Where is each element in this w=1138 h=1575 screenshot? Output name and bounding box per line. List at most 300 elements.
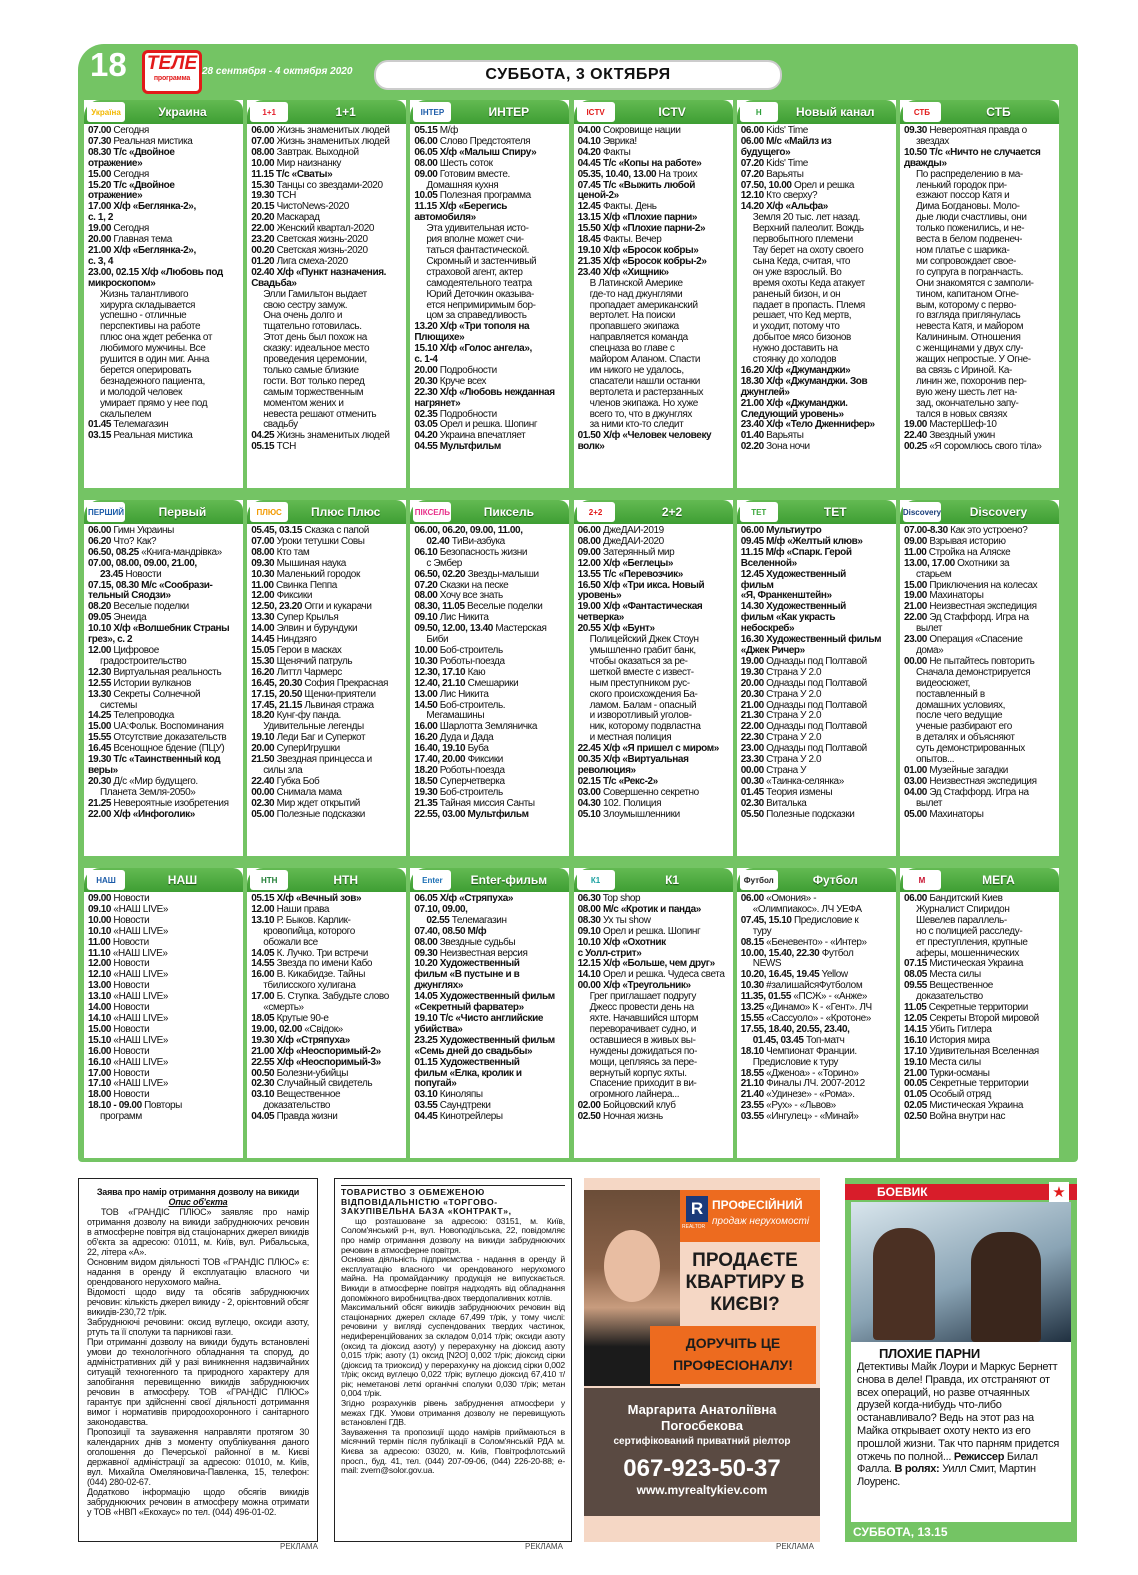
program-item: 12.30, 17.10 Каю	[414, 666, 486, 678]
program-item: Спасение приходит в ви-	[589, 1078, 697, 1090]
channel-column	[84, 100, 243, 488]
program-item: 21.00 Х/ф «Беглянка-2»,	[88, 244, 196, 256]
program-item: ник, которому подвластна	[589, 721, 701, 733]
program-item: 19.00 Махинаторы	[903, 590, 984, 602]
program-item: цом за справедливость	[426, 310, 527, 322]
program-item: направляется команда	[589, 332, 688, 344]
program-item: 11.15 Х/ф «Берегись	[414, 201, 508, 213]
channel-column	[737, 100, 896, 488]
program-list	[84, 892, 243, 1158]
program-item: революция»	[577, 764, 636, 776]
program-item: 07.20 Сказки на песке	[414, 579, 509, 591]
program-item: 12.45 Факты. День	[577, 201, 657, 213]
program-item: 01.05 Особый отряд	[903, 1089, 991, 1101]
program-item: 19.30 Страна У 2.0	[740, 666, 822, 678]
program-list	[900, 124, 1059, 488]
program-item: 06.00 Жизнь знаменитых людей	[251, 125, 390, 136]
program-item: 07.45, 15.10 Предисловие к	[740, 914, 859, 926]
program-item: раненый бизон, и он	[752, 288, 841, 300]
program-item: 08.20 Веселые поделки	[88, 601, 189, 613]
schedule-row	[84, 500, 1074, 856]
program-item: он уже взрослый. Во	[752, 266, 842, 278]
program-item: 13.00, 17.00 Охотники за	[903, 557, 1010, 569]
program-item: Скромный и застенчивый	[426, 255, 537, 267]
program-item: 11.00 Свинка Пеппа	[251, 579, 337, 591]
program-item: ленький городок при-	[915, 179, 1007, 191]
program-item: свадьбу	[263, 419, 298, 431]
program-item: Юрий Деточкин оказыва-	[426, 288, 534, 300]
program-item: обожали все	[263, 936, 318, 948]
program-item: го супруга в погранчасть.	[915, 266, 1024, 278]
program-item: огромного лайнера...	[589, 1089, 680, 1101]
channel-logo: ПЕРШИЙ	[87, 502, 125, 522]
program-item: и уходит, потому что	[752, 321, 840, 333]
issue-dates: 28 сентября - 4 октября 2020	[202, 66, 353, 77]
program-item: вылет	[915, 623, 943, 635]
schedule-row	[84, 868, 1074, 1158]
program-item: Дима Богдановы. Моло-	[915, 201, 1020, 213]
program-item: 00.00 Не пытайтесь повторить	[903, 655, 1035, 667]
channel-header	[410, 100, 569, 124]
program-item: Эта удивительная исто-	[426, 223, 529, 235]
program-item: 09.55 Вещественное	[903, 980, 993, 992]
program-item: будущего»	[740, 146, 791, 158]
program-item: Калининым. Отношения	[915, 332, 1021, 344]
ad2-body: що розташоване за адресою: 03151, м. Київ, Солом'янський р-н, вул. Новоподільська, 22, повідомляє про намір отримання дозволу на викиди забруднюючих речовин в атмосферне повітря. Основна діяльність підприємства - надання в оренду й експлуатацію власного чи орендованого нерухомого майна. На промайданчику продукція не випускається. Викиди в атмосферне повітря надходять від обладнання допоміжного виробництва-двох твердопаливних котлів. Максимальний обсяг викидів забруднюючих речовин від стаціонарних джерел складе 67,499 т/рік, у тому числі: речовини у вигляді суспендованих твердих частинок, недиференційованих за складом 0,014 т/рік; оксиди азоту (оксид та діоксид азоту) у перерахунку на діоксид азоту 0,015 т/рік; азоту (1) оксид [N2O] 0,002 т/рік; діоксид сірки (діоксид та триоксид) у перерахунку на діоксид сірки 0,002 т/рік; оксид вуглецю 0,022 т/рік; вуглецю діоксид 67,410 т/рік; неметанові леткі органічні сполуки 0,030 т/рік; метан 0,004 т/рік. Згідно розрахунків рівень забруднення атмосфери у межах ГДК. Умови отримання дозволу не перевищують встановлені ГДВ. Зауваження та пропозиції щодо намірів приймаються в місячний термін після публікації в Солом'янській РДА м. Києва за адресою: 03020, м. Київ, Повітрофлотський просп., буд. 41, тел. (044) 207-09-06, (044) 226-20-88; e-mail: zvern@solor.gov.ua.	[341, 1215, 565, 1476]
magazine-logo: ТЕЛЕ программа	[142, 50, 202, 94]
program-item: 14.00 Новости	[88, 1002, 150, 1014]
program-item: 16.10 История мира	[903, 1034, 990, 1046]
ad-label: РЕКЛАМА	[525, 1542, 563, 1551]
program-item: 19.00 Х/ф «Фантастическая	[577, 601, 703, 613]
program-item: 10.10 Х/ф «Охотник	[577, 936, 666, 948]
page-header	[78, 44, 1078, 100]
channel-name: К1	[665, 873, 680, 887]
program-item: 00.00 Х/ф «Треугольник»	[577, 980, 691, 992]
program-item: 02.40 ТиВи-азбука	[426, 535, 505, 547]
program-item: 07.00 Жизнь знаменитых людей	[251, 135, 390, 147]
program-item: отражение»	[88, 190, 143, 202]
program-item: 20.30 Д/с «Мир будущего.	[88, 775, 198, 787]
program-item: рия вполне может счи-	[426, 234, 524, 246]
program-item: только самые близкие	[263, 364, 359, 376]
program-item: 14.05 Художественный фильм	[414, 991, 555, 1003]
program-item: 22.00 Х/ф «Инфоголик»	[88, 808, 195, 820]
program-item: суть демонстрированных	[915, 743, 1025, 755]
program-item: 15.10 «НАШ LIVE»	[88, 1034, 169, 1046]
program-item: с. 3, 4	[88, 255, 113, 267]
program-item: 06.05 Х/ф «Стряпуха»	[414, 893, 514, 904]
program-item: 06.00 М/с «Майлз из	[740, 135, 832, 147]
program-list	[900, 524, 1059, 856]
program-item: системы	[100, 699, 137, 711]
channel-logo: НАШ	[87, 870, 125, 890]
program-item: 15.00 Новости	[88, 1023, 150, 1035]
program-item: 12.05 Секреты Второй мировой	[903, 1012, 1039, 1024]
program-item: Следующий уровень»	[740, 408, 844, 420]
program-item: 17.40, 20.00 Фиксики	[414, 754, 503, 766]
program-item: «смерть»	[263, 1002, 304, 1014]
program-item: с. 1, 2	[88, 212, 113, 224]
program-item: 02.50 Ночная жизнь	[577, 1111, 663, 1123]
program-item: 03.10 Вещественное	[251, 1089, 341, 1101]
channel-column	[900, 100, 1059, 488]
program-item: Удивительные легенды	[263, 721, 364, 733]
program-item: 02.55 Телемагазин	[426, 914, 507, 926]
program-item: 09.05 Энеида	[88, 612, 147, 624]
film-cast: Уилл Смит, Мартин Лоуренс.	[857, 1463, 1036, 1489]
program-item: 12.40, 21.10 Смешарики	[414, 677, 519, 689]
channel-logo: СТБ	[903, 102, 941, 122]
program-item: 13.25 «Динамо» К - «Гент». ЛЧ	[740, 1002, 872, 1014]
program-item: 13.30 Супер Крылья	[251, 612, 339, 624]
program-item: за ними кто-то следит	[589, 419, 684, 431]
program-item: пропавшего экипажа	[589, 321, 679, 333]
program-item: 03.55 Саундтреки	[414, 1100, 491, 1112]
program-item: убийства»	[414, 1023, 463, 1035]
program-item: нужно доставить на	[752, 343, 838, 355]
program-item: 01.20 Лига смеха-2020	[251, 255, 348, 267]
program-item: 05.10 Злоумышленники	[577, 808, 680, 820]
program-item: стоянку до холодов	[752, 354, 837, 366]
channel-logo: 2+2	[577, 502, 615, 522]
program-item: 08.00 Звездные судьбы	[414, 936, 516, 948]
program-item: с женщинами у двух слу-	[915, 343, 1024, 355]
program-item: уровень»	[577, 590, 622, 602]
program-item: 13.10 «НАШ LIVE»	[88, 991, 169, 1003]
program-item: 05.00 Полезные подсказки	[251, 808, 365, 820]
program-item: любимого мужчины. Все	[100, 343, 206, 355]
program-item: видеосюжет,	[915, 677, 970, 689]
program-item: успешно - отличные	[100, 310, 187, 322]
program-item: 17.00 Б. Ступка. Забудьте слово	[251, 991, 389, 1003]
program-item: ет преступления, крупные	[915, 936, 1028, 948]
program-item: 13.15 Х/ф «Плохие парни»	[577, 212, 698, 224]
program-item: 12.00 Цифровое	[88, 644, 159, 656]
program-item: гости. Вот только перед	[263, 375, 365, 387]
channel-header	[410, 500, 569, 524]
day-title: СУББОТА, 3 ОКТЯБРЯ	[374, 60, 782, 90]
program-item: вертолет. На поиски	[589, 310, 676, 322]
program-item: грез», с. 2	[88, 634, 133, 646]
program-item: 11.15 М/ф «Спарк. Герой	[740, 546, 852, 558]
program-item: 01.45 Телемагазин	[88, 419, 169, 431]
program-item: 07.50, 10.00 Орел и решка	[740, 179, 854, 191]
program-item: 10.20 Художественный	[414, 958, 520, 970]
program-item: «Джек Ричер»	[740, 644, 805, 656]
program-item: 09.10 Лис Никита	[414, 612, 489, 624]
channel-column	[84, 868, 243, 1158]
channel-name: Enter-фильм	[470, 873, 548, 887]
program-item: 23.30 Страна У 2.0	[740, 754, 822, 766]
program-item: домашних условиях,	[915, 699, 1005, 711]
program-item: 21.00 Х/ф «Неоспоримый-2»	[251, 1045, 381, 1057]
channel-logo: Україна	[87, 102, 125, 122]
program-item: Этот день был похож на	[263, 332, 367, 344]
program-item: невеста Катя, и майором	[915, 321, 1024, 333]
program-item: 08.00 Завтрак. Выходной	[251, 146, 359, 158]
program-item: 03.05 Орел и решка. Шопинг	[414, 419, 538, 431]
program-item: программ	[100, 1111, 142, 1123]
program-item: оставшиеся в живых вы-	[589, 1034, 696, 1046]
program-item: самым торжественным	[263, 386, 364, 398]
program-item: проведения церемонии,	[263, 354, 367, 366]
channel-column	[84, 500, 243, 856]
program-item: 00.25 «Я соромлюсь свого тіла»	[903, 441, 1042, 453]
channel-logo: Enter	[413, 870, 451, 890]
program-item: умирает прямо у нее под	[100, 397, 208, 409]
program-item: отражение»	[88, 157, 143, 169]
program-item: 23.20 Светская жизнь-2020	[251, 234, 368, 246]
program-item: 18.00 Новости	[88, 1089, 150, 1101]
program-item: 14.10 Орел и решка. Чудеса света	[577, 969, 725, 981]
program-item: 14.05 К. Лучко. Три встречи	[251, 947, 368, 959]
program-item: 16.20 Литтл Чармерс	[251, 666, 342, 678]
channel-name: Новый канал	[795, 105, 875, 119]
program-item: время охоты Кеда атакует	[752, 277, 865, 289]
program-item: ми сопровождает свое-	[915, 255, 1016, 267]
program-item: 12.00 Новости	[88, 958, 150, 970]
program-item: Мегамашины	[426, 710, 485, 722]
program-item: 11.15 Т/с «Сваты»	[251, 168, 333, 180]
program-item: Домашняя кухня	[426, 179, 499, 191]
program-item: 04.20 Факты	[577, 146, 631, 158]
program-item: 22.00 Одназды под Полтавой	[740, 721, 867, 733]
program-item: 06.00 Мультиутро	[740, 525, 822, 536]
program-item: 07.20 Варьяты	[740, 168, 804, 180]
program-item: 05.15 ТСН	[251, 441, 296, 453]
channel-name: Первый	[158, 505, 207, 519]
channel-name: НТН	[333, 873, 359, 887]
program-item: с Уолл-стрит»	[577, 947, 642, 959]
program-item: 17.10 Удивительная Вселенная	[903, 1045, 1039, 1057]
program-item: 15.55 «Сассуоло» - «Кротоне»	[740, 1012, 871, 1024]
ad-label: РЕКЛАМА	[776, 1542, 814, 1551]
program-item: решает, что Кед мертв,	[752, 310, 852, 322]
program-item: переворачивает судно, и	[589, 1023, 697, 1035]
program-item: кровопийца, которого	[263, 925, 355, 937]
program-item: волк»	[577, 441, 605, 453]
program-item: 20.30 Страна У 2.0	[740, 688, 822, 700]
program-item: 05.35, 10.40, 13.00 На троих	[577, 168, 698, 180]
channel-column	[737, 868, 896, 1158]
channel-header	[84, 100, 243, 124]
program-item: 10.00 Боб-строитель	[414, 644, 503, 656]
program-item: 14.20 Х/ф «Альфа»	[740, 201, 828, 213]
program-item: 02.35 Подробности	[414, 408, 497, 420]
program-item: веста в белом подвенеч-	[915, 234, 1023, 246]
channel-column	[247, 868, 406, 1158]
program-item: 20.00 Одназды под Полтавой	[740, 677, 867, 689]
program-item: Она очень долго и	[263, 310, 343, 322]
program-item: вылет	[915, 797, 943, 809]
ad-emission-grandis	[78, 1178, 318, 1542]
program-item: вым, которому с перво-	[915, 299, 1017, 311]
program-item: 10.30 #залишайсяФутболом	[740, 980, 863, 992]
ad-label: РЕКЛАМА	[280, 1542, 318, 1551]
program-item: 07.15, 08.30 М/с «Сообрази-	[88, 579, 213, 591]
program-item: 04.20 Украина впечатляет	[414, 430, 526, 442]
program-item: 14.15 Убить Гитлера	[903, 1023, 992, 1035]
program-item: 07.20 Kids' Time	[740, 157, 808, 169]
program-item: добытое мясо бизонов	[752, 332, 851, 344]
program-item: 17.45, 21.15 Львиная стража	[251, 699, 374, 711]
program-item: скальпелем	[100, 408, 152, 420]
program-item: фильм	[740, 579, 774, 591]
program-item: 22.40 Звездный ужин	[903, 430, 995, 442]
program-item: 16.20 Дуда и Дада	[414, 732, 494, 744]
program-item: яхте. Начавшийся шторм	[589, 1012, 699, 1024]
program-item: микроскопом»	[88, 277, 156, 289]
channel-header	[410, 868, 569, 892]
program-item: 20.00 Главная тема	[88, 234, 172, 246]
program-item: 21.00 Одназды под Полтавой	[740, 699, 867, 711]
program-item: тельный Сяодзи»	[88, 590, 171, 602]
program-item: 17.15, 20.50 Щенки-приятели	[251, 688, 376, 700]
program-item: 08.00 Хочу все знать	[414, 590, 503, 602]
program-item: 19.30 Боб-строитель	[414, 786, 503, 798]
channel-column	[574, 500, 733, 856]
program-item: Свадьба»	[251, 277, 297, 289]
program-item: 14.50 Боб-строитель.	[414, 699, 506, 711]
program-item: 21.30 Страна У 2.0	[740, 710, 822, 722]
program-item: падает в пропасть. Племя	[752, 299, 865, 311]
program-item: нагрянет»	[414, 397, 461, 409]
program-item: 03.00 Совершенно секретно	[577, 786, 699, 798]
program-item: 13.20 Х/ф «Три тополя на	[414, 321, 530, 333]
cast-label: В ролях:	[894, 1463, 940, 1476]
program-item: но с полицией расследу-	[915, 925, 1023, 937]
program-item: страховой агент, актер	[426, 266, 523, 278]
program-item: 19.10 Леди Баг и Суперкот	[251, 732, 366, 744]
channel-name: ИНТЕР	[488, 105, 530, 119]
program-item: 18.10 Чемпионат Франции.	[740, 1045, 857, 1057]
realtor-r-icon: R	[686, 1196, 708, 1222]
program-item: 15.30 Щенячий патруль	[251, 655, 353, 667]
channel-name: СТБ	[986, 105, 1011, 119]
program-item: 11.00 Новости	[88, 936, 149, 948]
program-item: самодеятельного театра	[426, 277, 532, 289]
program-item: 23.40 Х/ф «Хищник»	[577, 266, 669, 278]
program-item: 19.00, 02.00 «Свідок»	[251, 1023, 343, 1035]
program-item: 16.00 Шарлотта Земляничка	[414, 721, 538, 733]
program-item: 10.30 Маленький городок	[251, 568, 360, 580]
program-item: Сначала демонстрируется	[915, 666, 1031, 678]
program-item: 20.00 СуперИгрушки	[251, 743, 340, 755]
realtor-badge	[680, 1190, 820, 1242]
channel-name: Discovery	[969, 505, 1028, 519]
program-item: 20.55 Х/ф «Бунт»	[577, 623, 655, 635]
program-item: нуждены дожидаться по-	[589, 1045, 697, 1057]
program-item: 21.40 «Удинезе» - «Рома».	[740, 1089, 855, 1101]
program-list	[737, 524, 896, 856]
program-item: 19.30 Т/с «Таинственный код	[88, 754, 221, 766]
channel-header	[900, 868, 1059, 892]
program-item: 08.00 ДжеДАИ-2020	[577, 535, 664, 547]
program-item: 08.00 М/с «Кротик и панда»	[577, 903, 701, 915]
channel-column	[574, 868, 733, 1158]
program-item: 10.00, 15.40, 22.30 Футбол	[740, 947, 854, 959]
program-item: вую жену шесть лет на-	[915, 386, 1018, 398]
program-item: 03.15 Реальная мистика	[88, 430, 193, 442]
program-item: 04.45 Кинотрейлеры	[414, 1111, 503, 1123]
page-number: 18	[90, 46, 127, 83]
program-item: Жизнь талантливого	[100, 288, 189, 300]
program-item: 23.00 Одназды под Полтавой	[740, 743, 867, 755]
program-item: Вселенной»	[740, 557, 797, 569]
badge-bottom: продаж нерухомості	[712, 1216, 810, 1227]
program-list	[410, 892, 569, 1158]
channel-header	[737, 868, 896, 892]
program-item: 12.10 Кто сверху?	[740, 190, 818, 202]
program-item: 10.20, 16.45, 19.45 Yellow	[740, 969, 848, 981]
program-list	[247, 524, 406, 856]
program-item: после чего ведущие	[915, 710, 1003, 722]
program-list	[737, 892, 896, 1158]
program-item: фильм «В пустыне и в	[414, 969, 520, 981]
program-item: 05.45, 03.15 Сказка с папой	[251, 525, 369, 536]
program-item: 14.10 «НАШ LIVE»	[88, 1012, 169, 1024]
channel-logo: Футбол	[740, 870, 778, 890]
program-item: ном платье с шарика-	[915, 244, 1010, 256]
program-item: 18.20 Роботы-поезда	[414, 764, 505, 776]
program-item: невеста решают отменить	[263, 408, 377, 420]
program-item: 22.00 Эд Стаффорд. Игра на	[903, 612, 1029, 624]
program-item: 23.45 Новости	[100, 568, 162, 580]
channel-header	[737, 500, 896, 524]
program-item: 14.55 Звезда по имени Кабо	[251, 958, 373, 970]
program-item: 01.50 Х/ф «Человек человеку	[577, 430, 712, 442]
program-item: 09.30 Мышиная наука	[251, 557, 346, 569]
program-item: 19.00 Одназды под Полтавой	[740, 655, 867, 667]
program-item: 09.10 Орел и решка. Шопинг	[577, 925, 701, 937]
program-item: 15.10 Х/ф «Голос ангела»,	[414, 343, 532, 355]
program-item: 10.05 Полезная программа	[414, 190, 531, 202]
channel-header	[737, 100, 896, 124]
program-item: 00.30 «Таинка-селянка»	[740, 775, 844, 787]
program-item: 12.50, 23.20 Огги и кукарачи	[251, 601, 372, 613]
program-item: пропадает американский	[589, 299, 698, 311]
program-item: 10.50 Т/с «Ничто не случается	[903, 146, 1041, 158]
program-item: 22.45 Х/ф «Я пришел с миром»	[577, 743, 719, 755]
channel-column	[900, 868, 1059, 1158]
program-item: 10.00 Мир наизнанку	[251, 157, 342, 169]
program-item: вернутый корпус яхты.	[589, 1067, 687, 1079]
channel-header	[247, 868, 406, 892]
program-item: дома»	[915, 644, 944, 656]
program-item: 08.05 Места силы	[903, 969, 981, 981]
program-item: 06.00 «Омония» -	[740, 893, 817, 904]
realtor-mark: REALTOR	[682, 1224, 706, 1230]
program-item: 04.00 Эд Стаффорд. Игра на	[903, 786, 1029, 798]
program-item: 16.00 В. Кикабидзе. Тайны	[251, 969, 366, 981]
program-item: Элли Гамильтон выдает	[263, 288, 367, 300]
program-item: шеткой вместе с извест-	[589, 666, 694, 678]
program-item: 19.10 Т/с «Чисто английские	[414, 1012, 543, 1024]
program-item: 14.00 Элвин и бурундуки	[251, 623, 358, 635]
program-item: 18.55 «Дженоа» - «Торино»	[740, 1067, 859, 1079]
program-item: 21.35 Тайная миссия Санты	[414, 797, 535, 809]
program-item: 09.00 Новости	[88, 893, 150, 904]
program-item: автомобиля»	[414, 212, 476, 224]
realtor-card	[584, 1388, 820, 1516]
program-item: перспективы на работе	[100, 321, 201, 333]
program-item: 19.10 Места силы	[903, 1056, 981, 1068]
director-label: Режиссер	[953, 1450, 1005, 1463]
film-title: ПЛОХИЕ ПАРНИ	[879, 1346, 980, 1361]
program-item: Тау берет на охоту своего	[752, 244, 864, 256]
program-item: попугай»	[414, 1078, 457, 1090]
